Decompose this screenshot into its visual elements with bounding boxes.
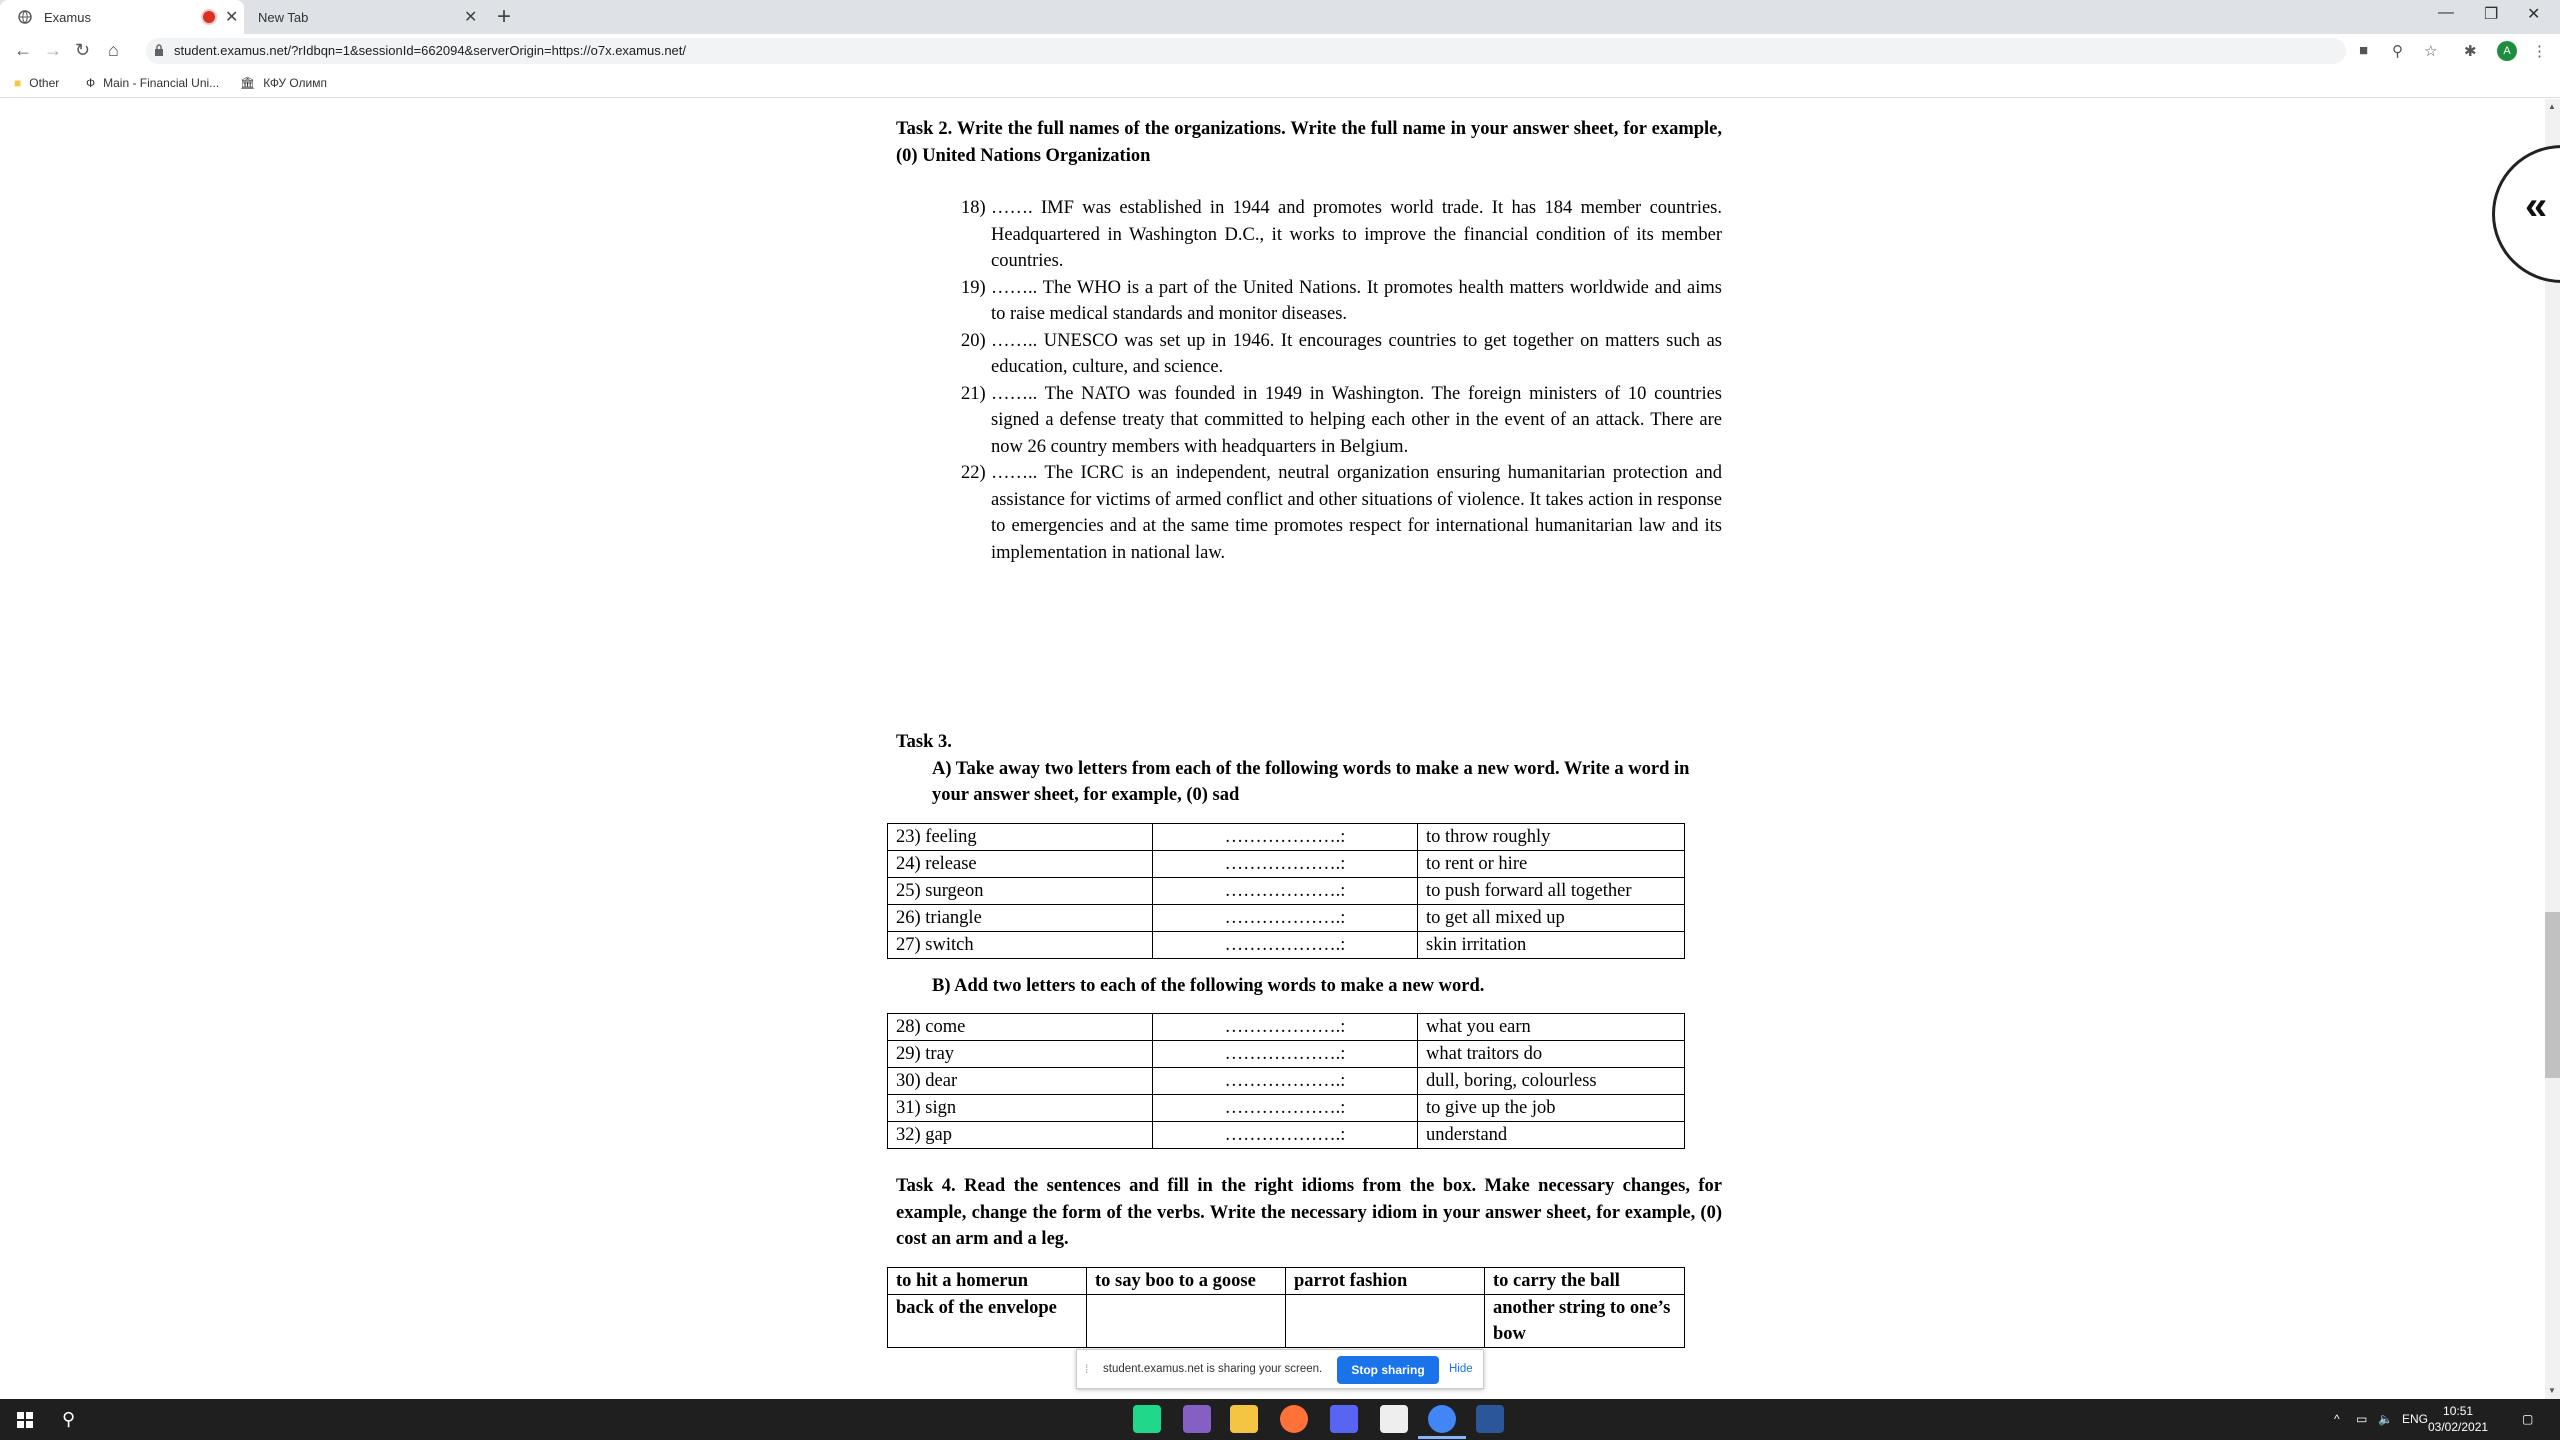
camera-icon[interactable]: ■ xyxy=(2359,42,2369,59)
exam-document xyxy=(896,99,1722,1348)
question-number: 22) xyxy=(961,463,986,483)
bookmark-label: Main - Financial Uni... xyxy=(103,76,220,90)
tab-title: Examus xyxy=(44,9,91,25)
phi-icon: Ф xyxy=(86,76,96,90)
tab-new-tab[interactable] xyxy=(246,0,484,34)
language-indicator[interactable]: ENG xyxy=(2402,1412,2429,1426)
idiom-cell: to hit a homerun xyxy=(888,1267,1087,1294)
screen-share-bar xyxy=(1076,1349,1484,1389)
blank-cell: ……………….: xyxy=(1153,1122,1418,1149)
question-number: 21) xyxy=(961,383,986,404)
close-window-icon[interactable]: ✕ xyxy=(2527,6,2541,23)
firefox-app-icon[interactable] xyxy=(1280,1405,1308,1433)
word-cell: 27) switch xyxy=(888,931,1153,958)
question-20 xyxy=(961,328,1722,381)
word-cell: 28) come xyxy=(888,1014,1153,1041)
word-cell: 31) sign xyxy=(888,1095,1153,1122)
globe-icon xyxy=(18,10,32,24)
question-text: ……. IMF was established in 1944 and promotes world trade. It has 184 member countries. Headquartered in Washington D.C., it works to improve the financial condition of its member countries. xyxy=(991,198,1722,271)
word-cell: 29) tray xyxy=(888,1041,1153,1068)
bookmark-financial-uni[interactable] xyxy=(86,76,219,90)
task2-heading: Task 2. Write the full names of the organizations. Write the full name in your answer sheet, for example, (0) United Nations Organization xyxy=(896,119,1722,166)
idiom-cell: to carry the ball xyxy=(1485,1267,1685,1294)
discord-app-icon[interactable] xyxy=(1330,1405,1358,1433)
windows-taskbar xyxy=(0,1399,2560,1440)
minimize-icon[interactable]: — xyxy=(2438,4,2454,21)
table-row xyxy=(888,823,1685,850)
clue-cell: to push forward all together xyxy=(1418,877,1685,904)
close-icon[interactable]: ✕ xyxy=(464,9,478,26)
blank-cell: ……………….: xyxy=(1153,1014,1418,1041)
idiom-cell: parrot fashion xyxy=(1286,1267,1485,1294)
word-cell: 32) gap xyxy=(888,1122,1153,1149)
word-cell: 24) release xyxy=(888,850,1153,877)
question-19 xyxy=(961,275,1722,328)
task3-heading: Task 3. xyxy=(896,732,952,752)
chrome-app-icon[interactable] xyxy=(1428,1405,1456,1433)
word-cell: 25) surgeon xyxy=(888,877,1153,904)
blank-cell: ……………….: xyxy=(1153,850,1418,877)
scroll-up-icon[interactable]: ▲ xyxy=(2548,102,2556,111)
active-app-indicator xyxy=(1418,1436,1466,1439)
question-22 xyxy=(961,460,1722,566)
address-bar[interactable] xyxy=(146,38,2346,64)
table-row xyxy=(888,931,1685,958)
profile-avatar[interactable]: A xyxy=(2497,41,2517,61)
bookmark-label: КФУ Олимп xyxy=(263,76,328,90)
clue-cell: understand xyxy=(1418,1122,1685,1149)
question-number: 20) xyxy=(961,330,986,351)
notepad-app-icon[interactable] xyxy=(1380,1405,1408,1433)
question-18 xyxy=(961,195,1722,275)
clock-date: 03/02/2021 xyxy=(2428,1420,2489,1434)
question-text: …….. The ICRC is an independent, neutral organization ensuring humanitarian protection and assistance for victims of armed conflict and other situations of violence. It takes action in response to emergencies and at the same time promotes respect for international humanitarian law and its implementation in national law. xyxy=(991,463,1722,563)
table-row xyxy=(888,1267,1685,1294)
question-text: …….. UNESCO was set up in 1946. It encourages countries to get together on matters such as education, culture, and science. xyxy=(991,330,1722,377)
volume-icon[interactable]: 🔈 xyxy=(2378,1412,2393,1426)
word-cell: 30) dear xyxy=(888,1068,1153,1095)
idiom-cell: another string to one’s bow xyxy=(1485,1294,1685,1347)
table-row xyxy=(888,1041,1685,1068)
tab-title: New Tab xyxy=(258,9,309,25)
table-row xyxy=(888,877,1685,904)
close-icon[interactable]: ✕ xyxy=(225,9,239,26)
tab-strip xyxy=(0,0,2560,34)
idiom-cell xyxy=(1286,1294,1485,1347)
scroll-down-icon[interactable]: ▼ xyxy=(2548,1386,2556,1395)
share-message: student.examus.net is sharing your screen. xyxy=(1103,1363,1323,1375)
table-row xyxy=(888,1122,1685,1149)
blank-cell: ……………….: xyxy=(1153,931,1418,958)
new-tab-button[interactable]: + xyxy=(497,3,512,30)
page-scrollbar[interactable] xyxy=(2545,99,2560,1399)
zoom-icon[interactable]: ⚲ xyxy=(2392,43,2403,60)
question-21 xyxy=(961,381,1722,461)
hide-button[interactable]: Hide xyxy=(1449,1363,1473,1375)
blank-cell: ……………….: xyxy=(1153,1068,1418,1095)
reload-icon[interactable]: ↻ xyxy=(75,40,91,60)
network-icon[interactable]: ▭ xyxy=(2356,1412,2368,1426)
clue-cell: to get all mixed up xyxy=(1418,904,1685,931)
clue-cell: dull, boring, colourless xyxy=(1418,1068,1685,1095)
url-text: student.examus.net/?rIdbqn=1&sessionId=662094&serverOrigin=https://o7x.examus.net/ xyxy=(174,43,687,58)
task3a-heading-text: A) Take away two letters from each of the following words to make a new word. Write a word in your answer sheet, for example, (0) sad xyxy=(932,758,1690,805)
file-explorer-app-icon[interactable] xyxy=(1230,1405,1258,1433)
clue-cell: what traitors do xyxy=(1418,1041,1685,1068)
star-icon[interactable]: ☆ xyxy=(2424,43,2438,60)
question-text: …….. The WHO is a part of the United Nations. It promotes health matters worldwide and aims to raise medical standards and monitor diseases. xyxy=(991,277,1722,324)
table-row xyxy=(888,1014,1685,1041)
double-chevron-left-icon: « xyxy=(2525,184,2548,228)
task3b-heading: B) Add two letters to each of the following words to make a new word. xyxy=(932,975,1485,996)
tab-examus[interactable] xyxy=(0,0,244,34)
drag-handle-icon[interactable]: ⁞ xyxy=(1085,1362,1089,1376)
clue-cell: what you earn xyxy=(1418,1014,1685,1041)
blank-cell: ……………….: xyxy=(1153,904,1418,931)
task4-heading: Task 4. Read the sentences and fill in the right idioms from the box. Make necessary changes, for example, change the form of the verbs. Write the necessary idiom in your answer sheet, for example, (0) cost an arm and a leg. xyxy=(896,1176,1722,1249)
table-row xyxy=(888,1294,1685,1347)
idiom-box-table xyxy=(887,1267,1685,1348)
stop-sharing-button[interactable]: Stop sharing xyxy=(1337,1356,1439,1384)
search-icon[interactable]: ⚲ xyxy=(62,1409,76,1429)
question-number: 19) xyxy=(961,277,986,298)
question-text: …….. The NATO was founded in 1949 in Washington. The foreign ministers of 10 countries signed a defense treaty that committed to helping each other in the event of an attack. There are now 26 country members with headquarters in Belgium. xyxy=(991,383,1722,457)
clue-cell: skin irritation xyxy=(1418,931,1685,958)
blank-cell: ……………….: xyxy=(1153,823,1418,850)
pycharm-app-icon[interactable] xyxy=(1133,1405,1161,1433)
browser-toolbar xyxy=(0,34,2560,68)
question-number: 18) xyxy=(961,198,986,218)
lock-icon xyxy=(154,44,164,56)
home-icon[interactable]: ⌂ xyxy=(108,40,119,60)
table-row xyxy=(888,904,1685,931)
word-cell: 23) feeling xyxy=(888,823,1153,850)
forward-icon[interactable]: → xyxy=(44,40,62,60)
clock[interactable] xyxy=(2428,1403,2488,1435)
task3a-heading xyxy=(932,756,1722,809)
idiom-cell: to say boo to a goose xyxy=(1087,1267,1286,1294)
page-content xyxy=(0,99,2548,1399)
idiom-cell xyxy=(1087,1294,1286,1347)
clue-cell: to rent or hire xyxy=(1418,850,1685,877)
word-app-icon[interactable] xyxy=(1476,1405,1504,1433)
notifications-icon[interactable]: ▢ xyxy=(2522,1412,2534,1426)
idiom-cell: back of the envelope xyxy=(888,1294,1087,1347)
chevron-up-icon[interactable]: ^ xyxy=(2334,1412,2340,1426)
restore-icon[interactable]: ❐ xyxy=(2484,6,2499,23)
visual-studio-app-icon[interactable] xyxy=(1183,1405,1211,1433)
table-row xyxy=(888,850,1685,877)
task3a-table xyxy=(887,823,1685,959)
clock-time: 10:51 xyxy=(2443,1404,2474,1418)
bookmark-kfu[interactable] xyxy=(240,76,327,90)
word-cell: 26) triangle xyxy=(888,904,1153,931)
blank-cell: ……………….: xyxy=(1153,1041,1418,1068)
extensions-icon[interactable]: ✱ xyxy=(2464,43,2477,60)
scrollbar-thumb[interactable] xyxy=(2545,912,2560,1078)
building-icon: 🏛 xyxy=(240,76,256,90)
clue-cell: to throw roughly xyxy=(1418,823,1685,850)
back-icon[interactable]: ← xyxy=(14,40,32,60)
bookmarks-bar xyxy=(0,68,2560,98)
recording-indicator-icon xyxy=(203,11,215,23)
windows-start-icon[interactable] xyxy=(17,1412,33,1428)
bookmark-other[interactable] xyxy=(14,76,59,90)
blank-cell: ……………….: xyxy=(1153,877,1418,904)
menu-icon[interactable]: ⋮ xyxy=(2532,43,2547,60)
blank-cell: ……………….: xyxy=(1153,1095,1418,1122)
table-row xyxy=(888,1095,1685,1122)
clue-cell: to give up the job xyxy=(1418,1095,1685,1122)
task3b-table xyxy=(887,1013,1685,1149)
folder-icon: ■ xyxy=(14,76,22,90)
table-row xyxy=(888,1068,1685,1095)
bookmark-label: Other xyxy=(29,76,60,90)
